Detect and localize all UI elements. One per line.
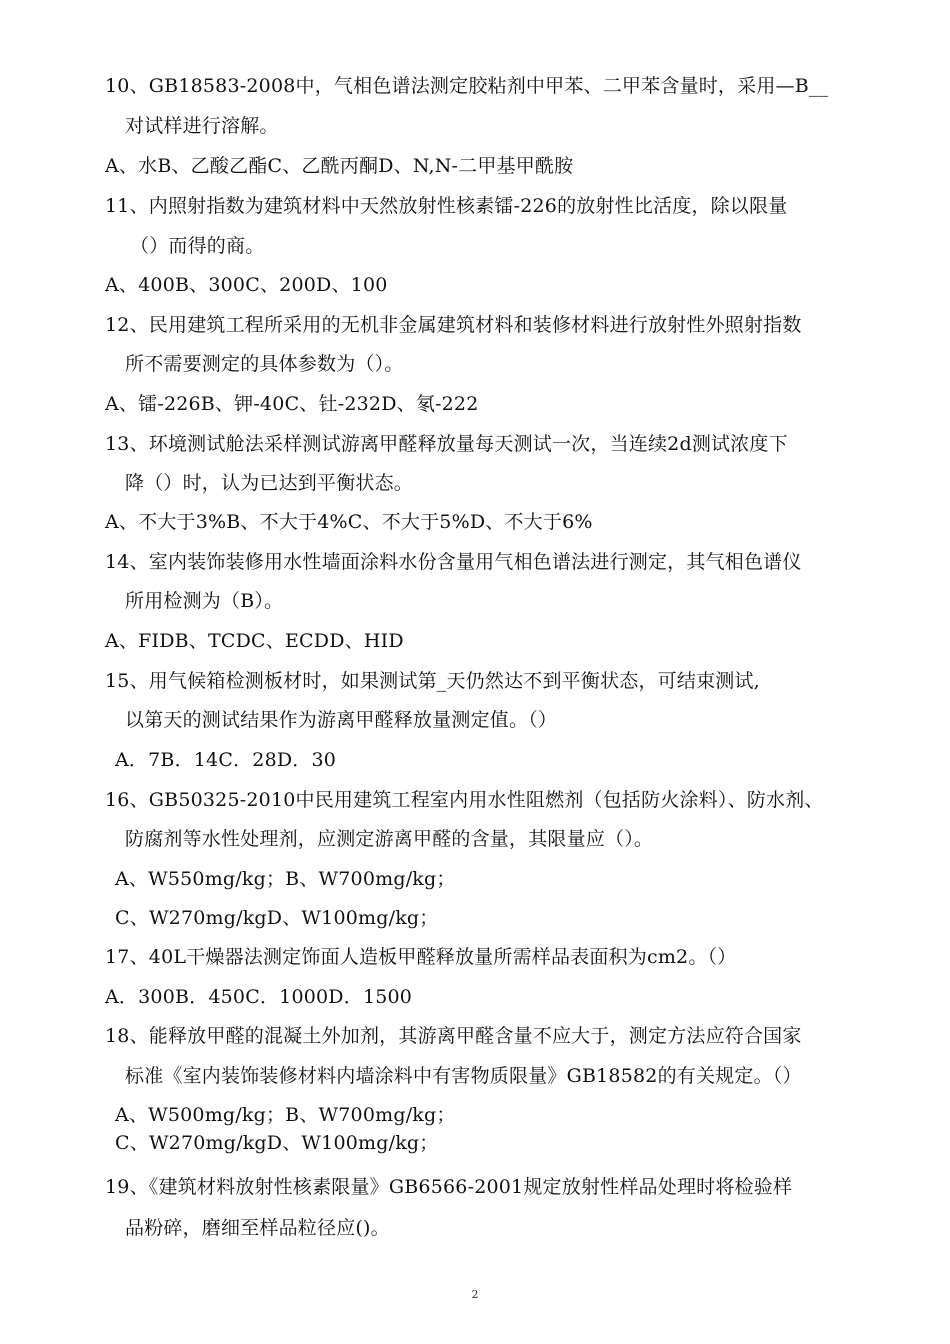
question-16-options-2: C、W270mg/kgD、W100mg/kg；	[115, 907, 439, 929]
question-11-line-1: 11、内照射指数为建筑材料中天然放射性核素镭-226的放射性比活度，除以限量	[105, 195, 788, 217]
question-16-line-2: 防腐剂等水性处理剂，应测定游离甲醛的含量，其限量应（）。	[125, 828, 654, 850]
question-18-options-2: C、W270mg/kgD、W100mg/kg；	[115, 1132, 439, 1154]
question-15-line-2: 以第天的测试结果作为游离甲醛释放量测定值。（）	[125, 709, 558, 731]
question-19-line-1: 19、《建筑材料放射性核素限量》GB6566-2001规定放射性样品处理时将检验样	[105, 1176, 793, 1198]
question-13-line-1: 13、环境测试舱法采样测试游离甲醛释放量每天测试一次，当连续2d测试浓度下	[105, 433, 788, 455]
question-17-line-1: 17、40L干燥器法测定饰面人造板甲醛释放量所需样品表面积为cm2。（）	[105, 946, 737, 968]
question-11-options: A、400B、300C、200D、100	[105, 274, 388, 296]
question-17-options: A．300B．450C．1000D．1500	[105, 986, 413, 1008]
question-16-options-1: A、W550mg/kg；B、W700mg/kg；	[115, 868, 456, 890]
question-12-options: A、镭-226B、钾-40C、钍-232D、氡-222	[105, 393, 479, 415]
question-12-line-2: 所不需要测定的具体参数为（）。	[125, 353, 404, 375]
question-15-options: A．7B．14C．28D．30	[115, 749, 337, 771]
question-18-line-2: 标准《室内装饰装修材料内墙涂料中有害物质限量》GB18582的有关规定。（）	[125, 1065, 802, 1087]
question-14-options: A、FIDB、TCDC、ECDD、HID	[105, 630, 404, 652]
question-14-line-2: 所用检测为（B）。	[125, 590, 284, 612]
question-11-line-2: （）而得的商。	[130, 235, 265, 257]
question-13-options: A、不大于3%B、不大于4%C、不大于5%D、不大于6%	[105, 511, 593, 533]
question-15-line-1: 15、用气候箱检测板材时，如果测试第_天仍然达不到平衡状态，可结束测试,	[105, 670, 760, 692]
question-10-line-2: 对试样进行溶解。	[125, 115, 279, 137]
question-10-line-1: 10、GB18583-2008中，气相色谱法测定胶粘剂中甲苯、二甲苯含量时，采用—B__	[105, 75, 829, 97]
question-10-options: A、水B、乙酸乙酯C、乙酰丙酮D、N,N-二甲基甲酰胺	[105, 155, 574, 177]
question-19-line-2: 品粉碎，磨细至样品粒径应()。	[125, 1217, 390, 1239]
question-16-line-1: 16、GB50325-2010中民用建筑工程室内用水性阻燃剂（包括防火涂料）、防水剂、	[105, 789, 824, 811]
question-12-line-1: 12、民用建筑工程所采用的无机非金属建筑材料和装修材料进行放射性外照射指数	[105, 314, 802, 336]
question-18-line-1: 18、能释放甲醛的混凝土外加剂，其游离甲醛含量不应大于，测定方法应符合国家	[105, 1025, 802, 1047]
question-18-options-1: A、W500mg/kg；B、W700mg/kg；	[115, 1104, 456, 1126]
question-14-line-1: 14、室内装饰装修用水性墙面涂料水份含量用气相色谱法进行测定，其气相色谱仪	[105, 551, 802, 573]
page-number: 2	[471, 1288, 479, 1301]
question-13-line-2: 降（）时，认为已达到平衡状态。	[125, 472, 414, 494]
